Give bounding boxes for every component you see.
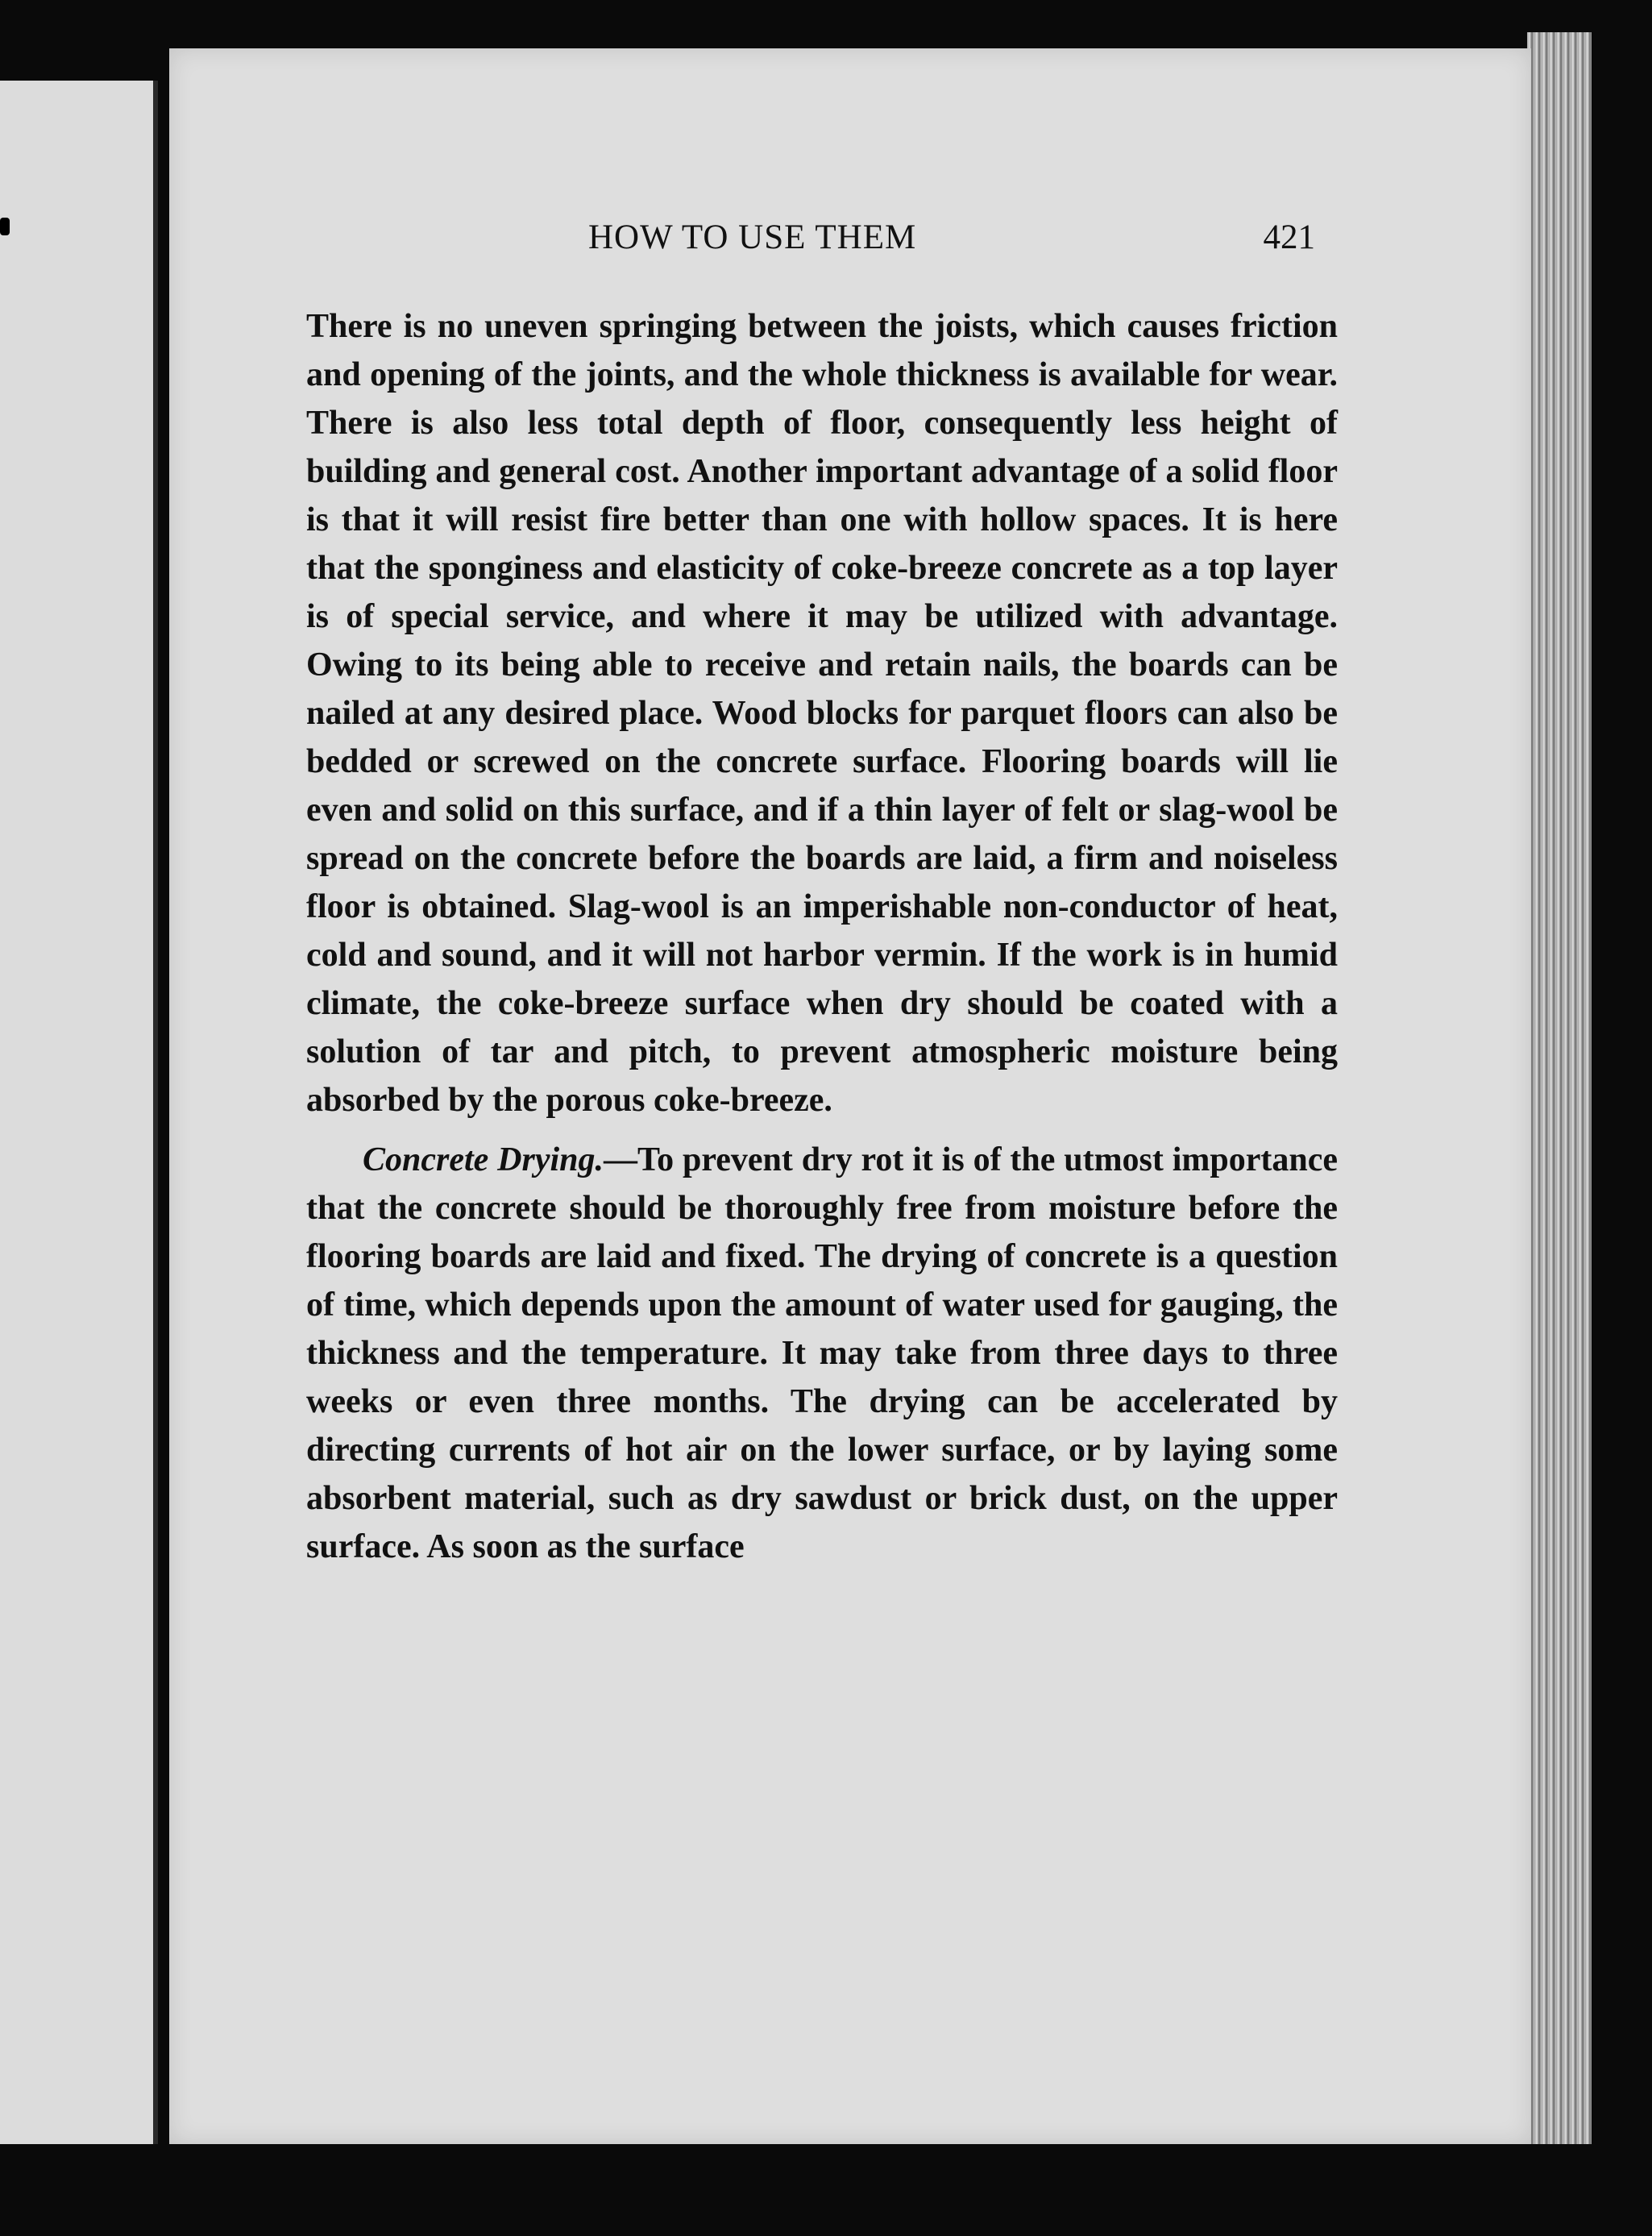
paragraph-text: —To prevent dry rot it is of the utmost importance that the concrete should be thoroughly free from moisture before the flooring boards are laid and fixed. The drying of concrete is a question of time, which depends upon the amount of water used for gauging, the thickness and the temperature. It may take from three days to three weeks or even three months. The drying can be accelerated by directing currents of hot air on the lower surface, or by laying some absorbent material, such as dry sawdust or brick dust, on the upper surface. As soon as the surface	[306, 1141, 1339, 1565]
body-paragraph-concrete-drying	[306, 1136, 1338, 1571]
page-text	[306, 218, 1338, 1571]
body-paragraph: There is no uneven springing between the joists, which causes friction and opening of the joints, and the whole thickness is available for wear. There is also less total depth of floor, consequently less height of building and general cost. Another important advantage of a solid floor is that it will resist fire better than one with hollow spaces. It is here that the sponginess and elasticity of coke-breeze concrete as a top layer is of special service, and where it may be utilized with advantage. Owing to its being able to receive and retain nails, the boards can be nailed at any desired place. Wood blocks for parquet floors can also be bedded or screwed on the concrete surface. Flooring boards will lie even and solid on this surface, and if a thin layer of felt or slag-wool be spread on the concrete before the boards are laid, a firm and noiseless floor is obtained. Slag-wool is an imperishable non-conductor of heat, cold and sound, and it will not harbor vermin. If the work is in humid climate, the coke-breeze surface when dry should be coated with a solution of tar and pitch, to prevent atmospheric moisture being absorbed by the porous coke-breeze.	[306, 308, 1338, 1119]
paragraph-heading: Concrete Drying.	[363, 1141, 604, 1178]
running-head	[306, 218, 1338, 266]
left-page-edge	[0, 81, 158, 2144]
running-title: HOW TO USE THEM	[588, 218, 917, 256]
page-block-edge	[1527, 32, 1592, 2144]
scan-speck	[0, 218, 10, 235]
page-number: 421	[1263, 218, 1315, 256]
